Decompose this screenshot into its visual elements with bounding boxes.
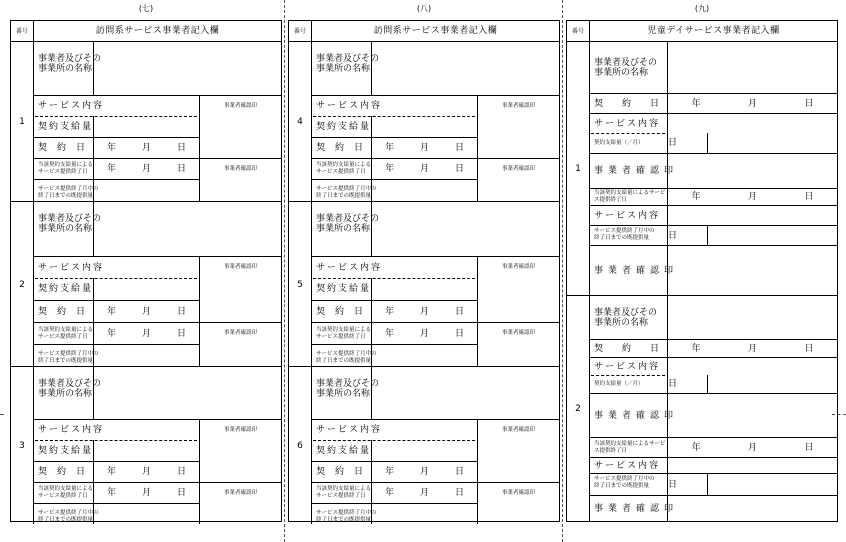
service-content-label: サービス内容 [311, 419, 371, 440]
date-month-label: 月 [141, 328, 151, 339]
date-month-label: 月 [419, 164, 429, 174]
monthly-amount-field[interactable]: 日 [667, 133, 707, 153]
date-day-label: 日 [804, 442, 814, 453]
provider-seal-field[interactable] [199, 440, 281, 482]
provided-amount-label-line2: 終了日までの既提供量 [594, 235, 650, 241]
provider-seal-field[interactable] [667, 153, 837, 188]
provided-amount-label [33, 344, 99, 367]
contract-date-field[interactable] [667, 339, 837, 357]
service-content-field[interactable] [667, 205, 837, 225]
provider-seal-header: 事業者確認印 [477, 256, 559, 278]
provider-seal-header-2: 事業者確認印 [199, 482, 281, 503]
contract-date-label [33, 137, 93, 158]
date-month-label: 月 [747, 192, 757, 202]
contract-amount-label: 契約支給量 [33, 440, 93, 461]
date-year-label: 年 [106, 488, 116, 498]
provider-seal-field[interactable] [667, 393, 837, 437]
date-day-label: 日 [176, 164, 186, 174]
contract-date-label [311, 300, 371, 322]
provider-seal-field-2[interactable] [477, 503, 559, 524]
service-content-label: サービス内容 [33, 256, 93, 278]
contract-date-label [589, 339, 667, 357]
end-date-field[interactable] [371, 482, 477, 503]
monthly-amount-extra[interactable] [707, 375, 837, 393]
provider-name-label-line2: 事業所の名称 [594, 68, 649, 78]
contract-amount-label: 契約支給量 [311, 278, 371, 300]
date-day-label: 日 [454, 467, 464, 477]
contract-date-field[interactable] [93, 461, 199, 482]
section-title: 訪問系サービス事業者記入欄 [311, 21, 559, 41]
service-content-label: サービス内容 [589, 357, 667, 375]
provider-seal-header: 事業者確認印 [199, 256, 281, 278]
service-content-field[interactable] [667, 357, 837, 375]
page-label: (七) [138, 4, 154, 13]
provider-name-label-line1: 事業者及びその [38, 379, 102, 389]
service-content-field[interactable] [371, 419, 477, 440]
provided-amount-label-line1: サービス提供終了月中の [316, 186, 377, 192]
contract-date-char: 契 [38, 143, 48, 153]
provided-amount-field[interactable] [371, 503, 477, 524]
provided-amount-label-line2: 終了日までの既提供量 [38, 358, 94, 364]
provided-amount-label [311, 503, 377, 524]
provider-seal-header: 事業者確認印 [199, 419, 281, 440]
contract-date-char: 契 [594, 343, 604, 354]
provider-name-label-line2: 事業所の名称 [38, 224, 93, 234]
contract-date-char: 約 [334, 143, 344, 153]
number-column-header: 番号 [293, 27, 306, 35]
service-content-field[interactable] [371, 256, 477, 278]
provider-seal-field[interactable] [199, 278, 281, 322]
date-year-label: 年 [106, 143, 116, 153]
provided-amount-field[interactable] [371, 179, 477, 202]
date-month-label: 月 [141, 306, 151, 317]
contract-date-label [33, 300, 93, 322]
end-date-label: 当該契約支給量によるサービス提供終了日 [311, 322, 371, 344]
contract-date-field[interactable] [667, 93, 837, 113]
provided-amount-field[interactable] [371, 344, 477, 367]
contract-date-char: 日 [75, 467, 85, 477]
provider-name-field[interactable] [93, 42, 281, 95]
visit-service-panel [288, 20, 560, 522]
provider-name-field[interactable] [93, 202, 281, 256]
date-day-label: 日 [176, 467, 186, 477]
page-label: (八) [416, 4, 432, 13]
contract-date-char: 約 [334, 306, 344, 317]
provider-name-label-line1: 事業者及びその [316, 214, 380, 224]
provider-seal-field[interactable] [667, 495, 837, 521]
date-year-label: 年 [384, 467, 394, 477]
number-column-header: 番号 [15, 27, 28, 35]
contract-date-field[interactable] [371, 461, 477, 482]
entry-number: 6 [297, 440, 303, 451]
page-label: (九) [694, 4, 710, 13]
provider-name-label [311, 367, 380, 419]
visit-service-panel [10, 20, 282, 522]
service-content-label: サービス内容 [589, 205, 667, 225]
contract-date-char: 契 [594, 98, 604, 109]
end-date-field[interactable] [371, 158, 477, 179]
provider-name-field[interactable] [371, 367, 559, 419]
provided-amount-label-line1: サービス提供終了月中の [38, 351, 99, 357]
date-day-label: 日 [176, 328, 186, 339]
fold-line-right [562, 0, 563, 542]
provider-seal-field[interactable] [199, 116, 281, 158]
provided-amount-label-line1: サービス提供終了月中の [594, 228, 655, 234]
contract-entry-block [11, 41, 281, 201]
contract-date-label [311, 461, 371, 482]
entry-number: 2 [19, 279, 25, 290]
end-date-label: 当該契約支給量によるサービス提供終了日 [589, 437, 667, 457]
date-year-label: 年 [384, 488, 394, 498]
date-year-label: 年 [691, 192, 701, 202]
end-date-field[interactable] [93, 482, 199, 503]
provider-seal-field-2[interactable] [199, 179, 281, 202]
contract-date-field[interactable] [371, 137, 477, 158]
date-month-label: 月 [419, 467, 429, 477]
child-day-service-panel [566, 20, 838, 522]
number-column-header: 番号 [571, 27, 584, 35]
monthly-amount-extra[interactable] [707, 133, 837, 153]
provider-name-label [33, 367, 102, 419]
contract-amount-field[interactable] [93, 116, 199, 137]
service-content-label: サービス内容 [311, 95, 371, 116]
provided-amount-field[interactable] [93, 179, 199, 202]
contract-date-char: 日 [353, 306, 363, 317]
contract-entry-block [289, 366, 559, 523]
monthly-amount-label: 契約支給量（／月） [589, 375, 667, 393]
provided-amount-label-line2: 終了日までの既提供量 [316, 517, 372, 523]
tear-line-left [0, 414, 4, 415]
provider-seal-header-2: 事業者確認印 [199, 158, 281, 179]
contract-entry-block [11, 201, 281, 366]
date-day-label: 日 [176, 143, 186, 153]
end-date-label: 当該契約支給量によるサービス提供終了日 [311, 482, 371, 503]
contract-entry-block [289, 41, 559, 201]
provider-name-label-line2: 事業所の名称 [594, 318, 649, 328]
provided-amount-label-line1: サービス提供終了月中の [316, 510, 377, 516]
provider-name-field[interactable] [667, 295, 837, 339]
provider-name-label-line1: 事業者及びその [594, 308, 658, 318]
fold-line-left [284, 0, 285, 542]
provider-name-field[interactable] [371, 42, 559, 95]
date-year-label: 年 [691, 98, 701, 109]
provider-seal-header: 事業者確認印 [477, 419, 559, 440]
provider-seal-field[interactable] [477, 440, 559, 482]
service-content-field[interactable] [93, 95, 199, 116]
provided-amount-field[interactable]: 日 [667, 225, 707, 245]
provided-amount-label [589, 225, 667, 245]
date-month-label: 月 [141, 488, 151, 498]
provider-name-label [589, 41, 667, 93]
date-month-label: 月 [419, 143, 429, 153]
provider-name-label-line1: 事業者及びその [594, 58, 658, 68]
end-date-field[interactable] [371, 322, 477, 344]
provided-amount-extra[interactable] [707, 473, 837, 495]
contract-date-field[interactable] [371, 300, 477, 322]
contract-entry-block [11, 366, 281, 523]
date-month-label: 月 [141, 164, 151, 174]
contract-date-char: 日 [353, 143, 363, 153]
provider-seal-label: 事業者確認印 [589, 245, 667, 295]
date-day-label: 日 [454, 488, 464, 498]
date-month-label: 月 [747, 442, 757, 453]
provided-amount-label [311, 179, 377, 202]
entry-number: 4 [297, 117, 303, 127]
provider-name-label [33, 202, 102, 256]
end-date-label: 当該契約支給量によるサービス提供終了日 [33, 322, 93, 344]
provided-amount-field[interactable]: 日 [667, 473, 707, 495]
section-title: 児童デイサービス事業者記入欄 [589, 21, 837, 41]
section-title: 訪問系サービス事業者記入欄 [33, 21, 281, 41]
provider-seal-field[interactable] [477, 278, 559, 322]
date-year-label: 年 [384, 143, 394, 153]
date-month-label: 月 [419, 488, 429, 498]
contract-amount-label: 契約支給量 [311, 116, 371, 137]
date-day-label: 日 [804, 343, 814, 354]
date-year-label: 年 [384, 328, 394, 339]
date-month-label: 月 [141, 143, 151, 153]
provided-amount-field[interactable] [93, 344, 199, 367]
provided-amount-label-line2: 終了日までの既提供量 [316, 193, 372, 199]
date-month-label: 月 [747, 343, 757, 354]
contract-date-char: 契 [38, 467, 48, 477]
end-date-label: 当該契約支給量によるサービス提供終了日 [33, 158, 93, 179]
provider-seal-label: 事業者確認印 [589, 153, 667, 188]
provider-name-label-line2: 事業所の名称 [38, 389, 93, 399]
date-day-label: 日 [176, 488, 186, 498]
date-day-label: 日 [454, 306, 464, 317]
end-date-label: 当該契約支給量によるサービス提供終了日 [33, 482, 93, 503]
contract-date-char: 約 [334, 467, 344, 477]
provider-seal-field-2[interactable] [477, 179, 559, 202]
contract-date-field[interactable] [93, 300, 199, 322]
contract-amount-field[interactable] [93, 278, 199, 300]
provider-name-label-line2: 事業所の名称 [316, 64, 371, 74]
date-month-label: 月 [419, 306, 429, 317]
provider-name-label-line1: 事業者及びその [38, 214, 102, 224]
provider-seal-field-2[interactable] [477, 344, 559, 367]
contract-date-char: 日 [75, 143, 85, 153]
provided-amount-label-line1: サービス提供終了月中の [38, 186, 99, 192]
date-day-label: 日 [804, 98, 814, 109]
service-content-field[interactable] [371, 95, 477, 116]
contract-date-char: 日 [649, 98, 659, 109]
provider-name-label [311, 42, 380, 95]
entry-number: 2 [567, 295, 589, 521]
provider-seal-field-2[interactable] [199, 503, 281, 524]
service-content-field[interactable] [93, 419, 199, 440]
service-content-field[interactable] [667, 457, 837, 473]
provided-amount-label-line1: サービス提供終了月中の [594, 476, 655, 482]
provider-name-label [589, 295, 667, 339]
contract-date-label [33, 461, 93, 482]
contract-date-field[interactable] [93, 137, 199, 158]
provider-name-label-line1: 事業者及びその [316, 379, 380, 389]
service-content-field[interactable] [93, 256, 199, 278]
entry-number: 5 [297, 279, 303, 290]
contract-date-char: 約 [621, 343, 631, 354]
provided-amount-extra[interactable] [707, 225, 837, 245]
date-day-label: 日 [804, 192, 814, 202]
service-content-label: サービス内容 [311, 256, 371, 278]
date-day-label: 日 [454, 328, 464, 339]
entry-number: 1 [19, 117, 25, 127]
end-date-field[interactable] [93, 158, 199, 179]
contract-date-char: 日 [353, 467, 363, 477]
end-date-field[interactable] [93, 322, 199, 344]
service-content-label: サービス内容 [33, 95, 93, 116]
contract-date-char: 日 [649, 343, 659, 354]
date-year-label: 年 [106, 328, 116, 339]
end-date-field[interactable] [667, 437, 837, 457]
contract-amount-label: 契約支給量 [311, 440, 371, 461]
end-date-label: 当該契約支給量によるサービス提供終了日 [589, 188, 667, 205]
contract-date-label [589, 93, 667, 113]
contract-date-char: 契 [316, 143, 326, 153]
provider-name-label-line2: 事業所の名称 [316, 389, 371, 399]
provided-amount-label [33, 179, 99, 202]
contract-date-char: 約 [56, 143, 66, 153]
date-year-label: 年 [106, 306, 116, 317]
contract-date-char: 約 [56, 467, 66, 477]
date-month-label: 月 [141, 467, 151, 477]
date-month-label: 月 [747, 98, 757, 109]
date-year-label: 年 [691, 343, 701, 354]
service-content-field[interactable] [667, 113, 837, 133]
provider-seal-header-2: 事業者確認印 [477, 482, 559, 503]
service-content-label: サービス内容 [589, 113, 667, 133]
end-date-label: 当該契約支給量によるサービス提供終了日 [311, 158, 371, 179]
provided-amount-label-line2: 終了日までの既提供量 [38, 517, 94, 523]
date-year-label: 年 [384, 164, 394, 174]
service-content-label: サービス内容 [33, 419, 93, 440]
service-content-label: サービス内容 [589, 457, 667, 473]
contract-date-char: 約 [56, 306, 66, 317]
provider-seal-header-2: 事業者確認印 [199, 322, 281, 344]
provider-seal-field[interactable] [477, 116, 559, 158]
entry-number: 1 [567, 41, 589, 295]
monthly-amount-field[interactable]: 日 [667, 375, 707, 393]
contract-amount-label: 契約支給量 [33, 116, 93, 137]
date-day-label: 日 [454, 164, 464, 174]
provided-amount-label-line1: サービス提供終了月中の [38, 510, 99, 516]
provider-name-label-line1: 事業者及びその [38, 54, 102, 64]
contract-date-char: 日 [75, 306, 85, 317]
contract-amount-field[interactable] [93, 440, 199, 461]
contract-date-label [311, 137, 371, 158]
provided-amount-label-line2: 終了日までの既提供量 [38, 193, 94, 199]
provided-amount-label [33, 503, 99, 524]
provider-seal-field[interactable] [667, 245, 837, 295]
date-year-label: 年 [384, 306, 394, 317]
contract-amount-label: 契約支給量 [33, 278, 93, 300]
provider-name-label-line1: 事業者及びその [316, 54, 380, 64]
contract-amount-field[interactable] [371, 116, 477, 137]
provider-name-label-line2: 事業所の名称 [38, 64, 93, 74]
contract-amount-field[interactable] [371, 440, 477, 461]
provider-name-label [33, 42, 102, 95]
end-date-field[interactable] [667, 188, 837, 205]
provider-name-field[interactable] [93, 367, 281, 419]
provider-seal-header: 事業者確認印 [477, 95, 559, 116]
provider-name-label-line2: 事業所の名称 [316, 224, 371, 234]
provided-amount-field[interactable] [93, 503, 199, 524]
date-year-label: 年 [691, 442, 701, 453]
provided-amount-label-line2: 終了日までの既提供量 [316, 358, 372, 364]
date-day-label: 日 [454, 143, 464, 153]
date-month-label: 月 [419, 328, 429, 339]
provider-seal-header-2: 事業者確認印 [477, 322, 559, 344]
provided-amount-label-line1: サービス提供終了月中の [316, 351, 377, 357]
provided-amount-label [589, 473, 667, 495]
entry-number: 3 [19, 440, 25, 451]
contract-date-char: 契 [316, 306, 326, 317]
contract-date-char: 約 [621, 98, 631, 109]
provided-amount-label-line2: 終了日までの既提供量 [594, 483, 650, 489]
provider-seal-header: 事業者確認印 [199, 95, 281, 116]
provider-seal-field-2[interactable] [199, 344, 281, 367]
provider-name-field[interactable] [667, 41, 837, 93]
date-year-label: 年 [106, 164, 116, 174]
provided-amount-label [311, 344, 377, 367]
monthly-amount-label: 契約支給量（／月） [589, 133, 667, 153]
contract-date-char: 契 [38, 306, 48, 317]
contract-amount-field[interactable] [371, 278, 477, 300]
provider-seal-label: 事業者確認印 [589, 495, 667, 521]
date-year-label: 年 [106, 467, 116, 477]
contract-entry-block [289, 201, 559, 366]
provider-name-field[interactable] [371, 202, 559, 256]
date-day-label: 日 [176, 306, 186, 317]
provider-seal-label: 事業者確認印 [589, 393, 667, 437]
provider-seal-header-2: 事業者確認印 [477, 158, 559, 179]
contract-date-char: 契 [316, 467, 326, 477]
provider-name-label [311, 202, 380, 256]
